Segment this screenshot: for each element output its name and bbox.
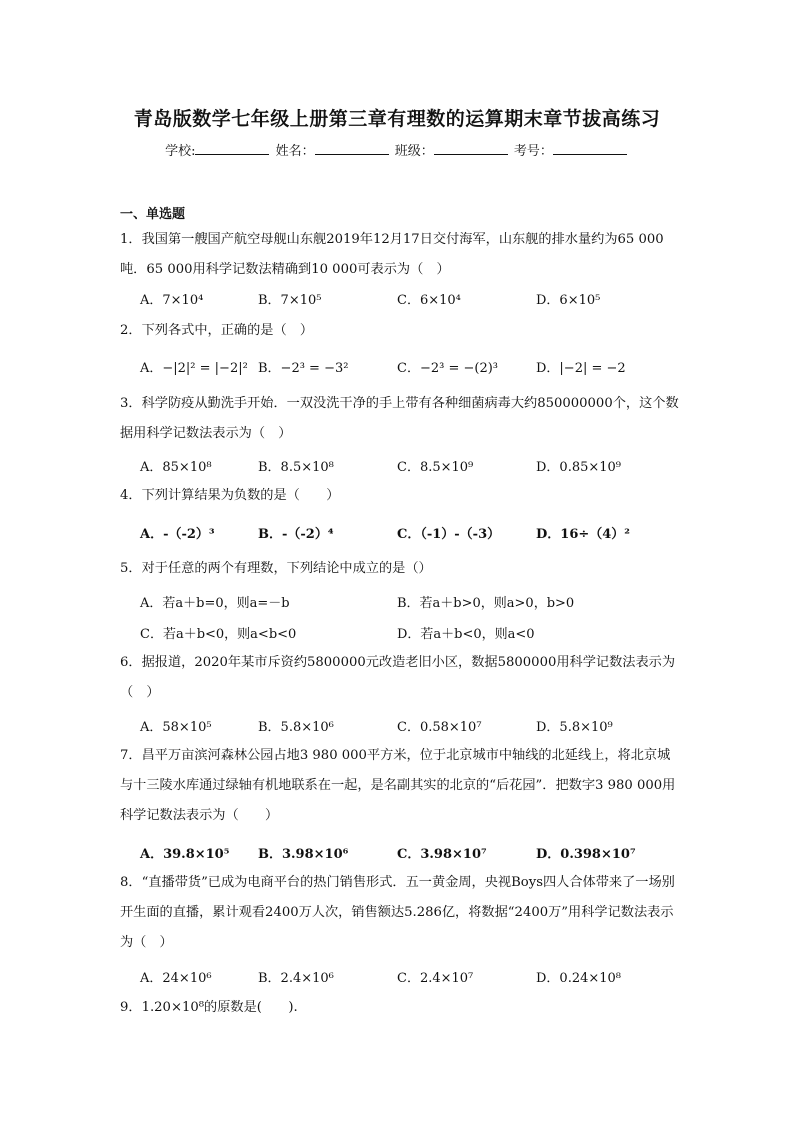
question-7-options — [140, 843, 680, 863]
option-c: C．6×10⁴ — [397, 293, 461, 308]
option-d: D．|−2| = −2 — [536, 361, 626, 376]
option-d: D．若a＋b<0，则a<0 — [397, 627, 535, 642]
option-c: C．若a＋b<0，则a<b<0 — [140, 627, 297, 642]
option-d: D．16÷（4）² — [536, 527, 630, 542]
name-blank — [315, 142, 389, 155]
question-6-options — [140, 716, 680, 736]
question-3-stem: 3．科学防疫从勤洗手开始．一双没洗干净的手上带有各种细菌病毒大约850000000个，这个数据用科学记数法表示为（ ） — [120, 396, 679, 441]
option-c: C．2.4×10⁷ — [397, 971, 474, 986]
class-label: 班级： — [394, 144, 434, 159]
option-a: A．−|2|² = |−2|² — [140, 361, 248, 376]
student-info-line — [0, 140, 794, 159]
name-label: 姓名： — [275, 144, 315, 159]
option-a: A．85×10⁸ — [140, 460, 212, 475]
page-title: 青岛版数学七年级上册第三章有理数的运算期末章节拔高练习 — [133, 108, 661, 130]
question-5-options-row-1 — [140, 592, 680, 612]
question-4-options — [140, 523, 680, 543]
question-8-stem: 8．“直播带货”已成为电商平台的热门销售形式．五一黄金周，央视Boys四人合体带来了一场别开生面的直播，累计观看2400万人次，销售额达5.286亿，将数据“2400万”用科学记数法表示为（ ） — [120, 875, 675, 950]
question-2-stem: 2．下列各式中，正确的是（ ） — [120, 323, 314, 338]
option-c: C．0.58×10⁷ — [397, 720, 482, 735]
option-c: C．3.98×10⁷ — [397, 847, 487, 862]
option-d: D．5.8×10⁹ — [536, 720, 613, 735]
question-1-stem: 1．我国第一艘国产航空母舰山东舰2019年12月17日交付海军，山东舰的排水量约为65 000吨．65 000用科学记数法精确到10 000可表示为（ ） — [120, 232, 664, 277]
option-b: B．若a＋b>0，则a>0，b>0 — [397, 596, 575, 611]
question-8-options — [140, 967, 680, 987]
number-blank — [553, 142, 627, 155]
question-3-options — [140, 456, 680, 476]
option-a: A．7×10⁴ — [140, 293, 204, 308]
option-b: B．-（-2）⁴ — [258, 527, 334, 542]
option-b: B．3.98×10⁶ — [258, 847, 349, 862]
school-label: 学校: — [165, 144, 196, 159]
option-a: A．39.8×10⁵ — [140, 847, 230, 862]
question-1-options — [140, 289, 680, 309]
option-d: D．0.85×10⁹ — [536, 460, 622, 475]
question-6-stem: 6．据报道，2020年某市斥资约5800000元改造老旧小区，数据5800000用科学记数法表示为（ ） — [120, 655, 676, 700]
class-blank — [434, 142, 508, 155]
option-b: B．5.8×10⁶ — [258, 720, 334, 735]
option-c: C．8.5×10⁹ — [397, 460, 474, 475]
option-c: C．（-1）-（-3） — [397, 527, 501, 542]
option-c: C．−2³ = −(2)³ — [397, 361, 498, 376]
school-blank — [195, 142, 269, 155]
question-5-options-row-2 — [140, 623, 680, 643]
option-b: B．8.5×10⁸ — [258, 460, 334, 475]
question-5-stem: 5．对于任意的两个有理数，下列结论中成立的是（） — [120, 561, 432, 576]
option-b: B．7×10⁵ — [258, 293, 322, 308]
option-a: A．58×10⁵ — [140, 720, 212, 735]
option-b: B．2.4×10⁶ — [258, 971, 334, 986]
option-a: A．-（-2）³ — [140, 527, 215, 542]
number-label: 考号： — [513, 144, 553, 159]
option-d: D．6×10⁵ — [536, 293, 601, 308]
question-7-stem: 7．昌平万亩滨河森林公园占地3 980 000平方米，位于北京城市中轴线的北延线上，将北京城与十三陵水库通过绿轴有机地联系在一起，是名副其实的北京的“后花园”．把数字3 980 000用科学记数法表示为（ ） — [120, 748, 676, 823]
option-d: D．0.398×10⁷ — [536, 847, 636, 862]
option-a: A．若a＋b=0，则a=－b — [140, 596, 290, 611]
question-9-stem: 9．1.20×10⁸的原数是( ). — [120, 1000, 298, 1015]
question-4-stem: 4．下列计算结果为负数的是（ ） — [120, 488, 340, 503]
section-heading: 一、单选题 — [120, 207, 186, 222]
option-d: D．0.24×10⁸ — [536, 971, 622, 986]
option-a: A．24×10⁶ — [140, 971, 212, 986]
question-2-options — [140, 357, 680, 377]
option-b: B．−2³ = −3² — [258, 361, 349, 376]
